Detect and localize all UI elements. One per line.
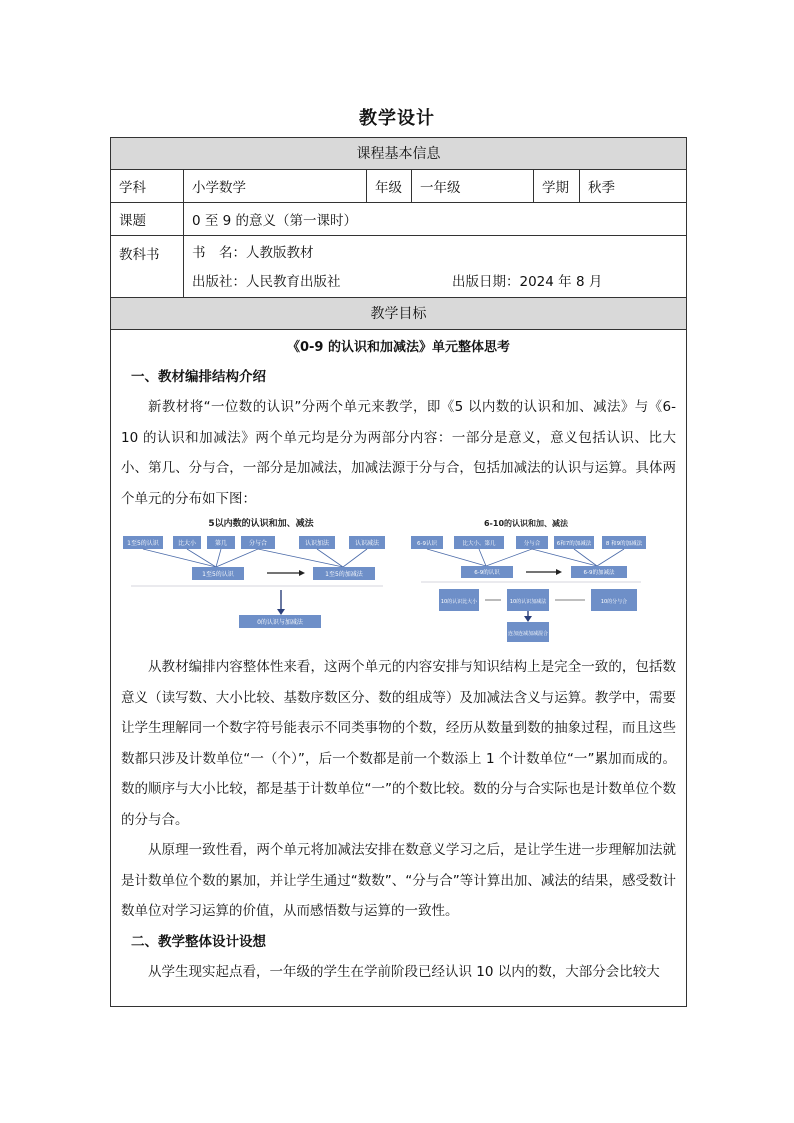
left-box-5-label: 认识加法: [304, 540, 330, 547]
goal-header: 教学目标: [111, 298, 686, 330]
textbook-row: [111, 236, 686, 298]
left-box-4-label: 分与合: [248, 540, 268, 547]
goal-body: [111, 334, 686, 987]
right-mid-box-2-label: 6-9的加减法: [583, 570, 615, 576]
paragraph-structure: 新教材将“一位数的认识”分两个单元来教学，即《5 以内数的认识和加、减法》与《6-10 的认识和加减法》两个单元均是分为两部分内容：一部分是意义，意义包括认识、比大小、第几、分与合，一部分是加减法，加减法源于分与合，包括加减法的认识与运算。具体两个单元的分布如下图：: [121, 399, 676, 507]
heading-design: 二、教学整体设计设想: [131, 933, 266, 950]
paragraph-principle: 从原理一致性看，两个单元将加减法安排在数意义学习之后，是让学生进一步理解加法就是计数单位个数的累加，并让学生通过“数数”、“分与合”等计算出加、减法的结果，感受数计数单位对学习运算的价值，从而感悟数与运算的一致性。: [121, 842, 676, 919]
right-box-4-label: 6和7的加减法: [556, 541, 592, 547]
textbook-label: 教科书: [119, 247, 160, 263]
grade-value: 一年级: [411, 170, 533, 202]
right-box-2-label: 比大小、第几: [462, 541, 496, 547]
left-mid-box-2-label: 1至5的加减法: [325, 571, 363, 578]
right-diagram-title: 6-10的认识和加、减法: [483, 519, 569, 528]
topic-row: [111, 203, 686, 236]
left-box-2-label: 比大小: [177, 540, 197, 547]
left-connectors: [143, 549, 367, 567]
structure-diagram: [121, 514, 676, 644]
right-box-5-label: 8 和9的加减法: [605, 541, 643, 547]
paragraph-starting-point: 从学生现实起点看，一年级的学生在学前阶段已经认识 10 以内的数，大部分会比较大: [148, 963, 660, 980]
subject-value: 小学数学: [183, 170, 366, 202]
heading-structure: 一、教材编排结构介绍: [131, 369, 266, 385]
publisher: 出版社：人民教育出版社: [192, 274, 341, 290]
topic-value: 0 至 9 的意义（第一课时）: [183, 203, 686, 235]
right-lower-box-2-label: 10的认识加减法: [509, 599, 547, 605]
right-lower-box-3-label: 10的分与合: [600, 599, 628, 605]
paragraph-integrity: 从教材编排内容整体性来看，这两个单元的内容安排与知识结构上是完全一致的，包括数意义（读写数、大小比较、基数序数区分、数的组成等）及加减法含义与运算。教学中，需要让学生理解同一个数字符号能表示不同类事物的个数，经历从数量到数的抽象过程，而且这些数都只涉及计数单位“一（个）”，后一个数都是前一个数添上 1 个计数单位“一”累加而成的。数的顺序与大小比较，都是基于计数单位“一”的个数比较。数的分与合实际也是计数单位个数的分与合。: [121, 659, 676, 828]
left-mid-box-1-label: 1至5的认识: [202, 571, 234, 578]
unit-title: 《0-9 的认识和加减法》单元整体思考: [286, 340, 510, 355]
right-mid-box-1-label: 6-9的认识: [474, 570, 500, 576]
unit-diagrams: [121, 514, 676, 644]
publish-date: 出版日期：2024 年 8 月: [452, 274, 603, 290]
document-title: 教学设计: [359, 108, 435, 129]
subject-row: [111, 170, 686, 203]
right-bottom-box-label: 连加连减加减混合: [507, 631, 549, 637]
textbook-info: [183, 236, 686, 297]
book-name: 书 名：人教版教材: [192, 245, 314, 261]
left-box-3-label: 第几: [214, 540, 228, 547]
lesson-table: [110, 137, 687, 1007]
left-box-6-label: 认识减法: [354, 540, 380, 547]
subject-label: 学科: [119, 180, 146, 196]
left-box-1-label: 1至5的认识: [127, 540, 159, 547]
right-lower-box-1-label: 10的认识比大小: [440, 599, 478, 605]
left-bottom-box-label: 0的认识与加减法: [257, 619, 303, 626]
term-value: 秋季: [579, 170, 686, 202]
right-box-3-label: 分与合: [523, 541, 541, 547]
publisher-line: [192, 271, 686, 293]
grade-label: 年级: [366, 170, 411, 202]
term-label: 学期: [533, 170, 579, 202]
right-box-1-label: 6-9认识: [417, 541, 437, 547]
right-connectors: [427, 549, 624, 566]
left-diagram-title: 5以内数的认识和加、减法: [208, 519, 314, 529]
topic-label: 课题: [119, 213, 146, 229]
basic-info-header: 课程基本信息: [111, 138, 686, 170]
